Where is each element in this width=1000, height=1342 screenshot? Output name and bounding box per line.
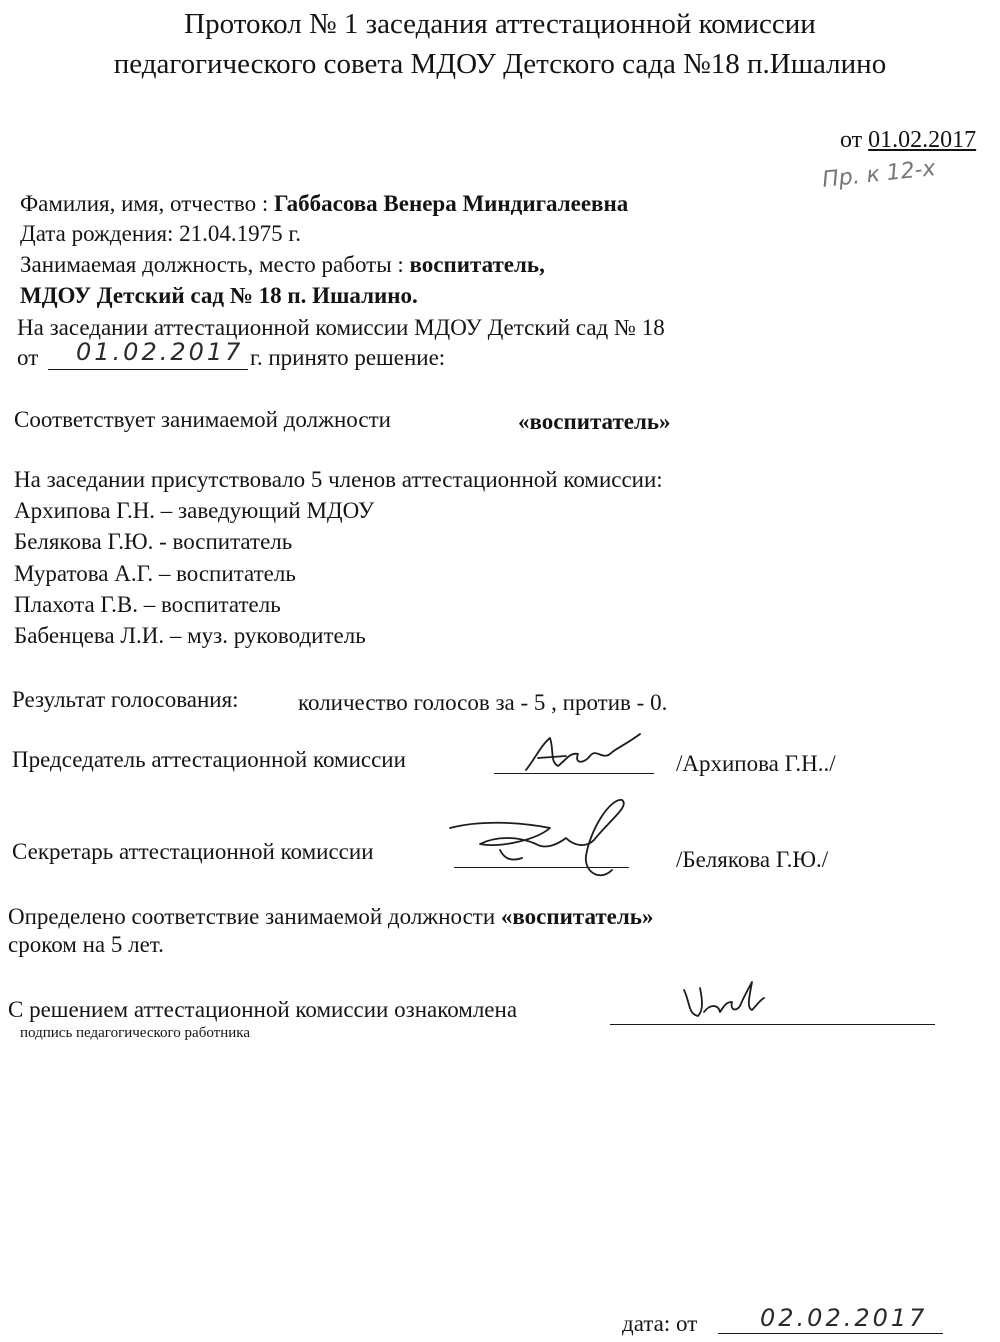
result-label: Соответствует занимаемой должности — [14, 407, 391, 432]
secretary-label: Секретарь аттестационной комиссии — [12, 839, 374, 864]
conclusion-line-1 — [8, 905, 653, 928]
protocol-date — [840, 128, 976, 152]
member-item: Архипова Г.Н. – заведующий МДОУ — [14, 498, 375, 523]
birth-date-line: Дата рождения: 21.04.1975 г. — [20, 221, 301, 246]
chair-signature — [520, 730, 650, 780]
workplace-line: МДОУ Детский сад № 18 п. Ишалино. — [20, 283, 418, 308]
member-item: Муратова А.Г. – воспитатель — [14, 561, 296, 586]
conclusion-value: «воспитатель» — [500, 904, 654, 929]
member-item: Плахота Г.В. – воспитатель — [14, 592, 281, 617]
conclusion-prefix: Определено соответствие занимаемой должности — [8, 904, 501, 929]
position-value: воспитатель, — [409, 252, 545, 277]
acknowledgement-label: С решением аттестационной комиссии ознакомлена — [8, 997, 518, 1022]
protocol-date-value: 01.02.2017 — [868, 127, 977, 153]
member-item: Белякова Г.Ю. - воспитатель — [14, 529, 293, 554]
commission-heading: На заседании присутствовало 5 членов аттестационной комиссии: — [14, 467, 663, 492]
decision-date-suffix: г. принято решение: — [250, 345, 446, 370]
document-title-line-2: педагогического совета МДОУ Детского сада №18 п.Ишалино — [113, 48, 887, 80]
acknowledgement-signature-line — [610, 1024, 935, 1025]
secretary-signature — [440, 800, 640, 890]
handwritten-note: Пр. к 12-х — [821, 156, 937, 193]
chair-name: /Архипова Г.Н../ — [676, 751, 836, 776]
fio-value: Габбасова Венера Миндигалеевна — [274, 191, 629, 216]
chair-label: Председатель аттестационной комиссии — [12, 747, 406, 772]
footer-date-underline — [718, 1333, 943, 1334]
member-item: Бабенцева Л.И. – муз. руководитель — [14, 623, 366, 648]
fio-line — [20, 192, 628, 215]
position-line — [20, 253, 545, 276]
result-value: «воспитатель» — [518, 409, 671, 434]
conclusion-line-2: сроком на 5 лет. — [8, 932, 164, 957]
vote-result: количество голосов за - 5 , против - 0. — [298, 690, 668, 715]
acknowledgement-caption: подпись педагогического работника — [20, 1025, 250, 1041]
decision-handwritten-date: 01.02.2017 — [76, 338, 244, 366]
protocol-date-prefix: от — [840, 127, 863, 153]
vote-label: Результат голосования: — [12, 687, 239, 712]
meeting-line: На заседании аттестационной комиссии МДОУ Детский сад № 18 — [17, 315, 665, 340]
position-label: Занимаемая должность, место работы : — [20, 252, 410, 277]
decision-date-prefix: от — [17, 345, 39, 370]
footer-handwritten-date: 02.02.2017 — [760, 1304, 928, 1332]
decision-date-underline — [48, 369, 248, 370]
footer-date-label: дата: от — [622, 1311, 698, 1336]
acknowledgement-signature — [680, 980, 770, 1025]
document-title-line-1: Протокол № 1 заседания аттестационной комиссии — [184, 8, 816, 40]
fio-label: Фамилия, имя, отчество : — [20, 191, 274, 216]
secretary-name: /Белякова Г.Ю./ — [676, 847, 829, 872]
